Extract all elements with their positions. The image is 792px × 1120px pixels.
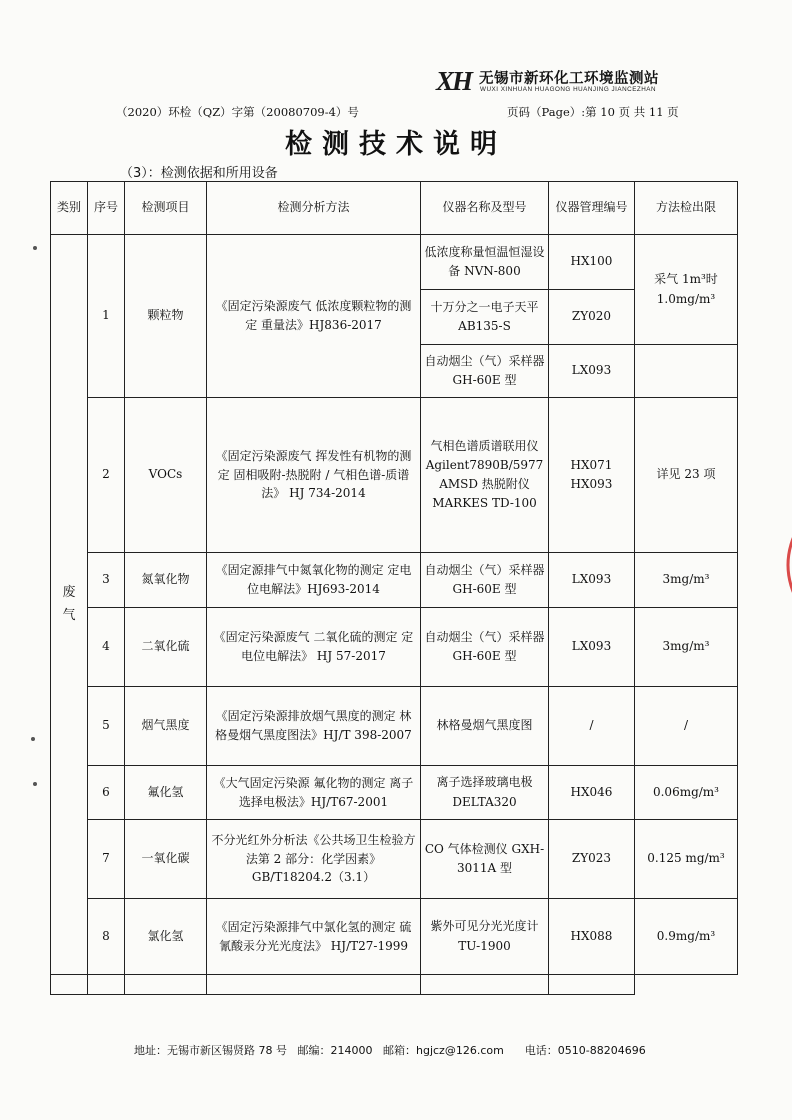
- item-cell: 二氧化硫: [125, 608, 207, 687]
- seq-cell: 4: [88, 608, 125, 687]
- seq-cell: 7: [88, 820, 125, 899]
- method-cell: 《固定源排气中氮氧化物的测定 定电位电解法》HJ693-2014: [207, 553, 421, 608]
- instrument-cell: 林格曼烟气黑度图: [421, 687, 549, 766]
- table-row: [51, 235, 738, 290]
- seq-cell: 2: [88, 398, 125, 553]
- item-cell: VOCs: [125, 398, 207, 553]
- limit-cell: 0.125 mg/m³: [635, 820, 738, 899]
- limit-cell: 0.06mg/m³: [635, 766, 738, 820]
- instrument-cell: 低浓度称量恒温恒湿设备 NVN-800: [421, 235, 549, 290]
- footer-address: 地址：无锡市新区锡贤路 78 号: [134, 1044, 287, 1057]
- method-cell: 《固定污染源排气中氯化氢的测定 硫氰酸汞分光光度法》 HJ/T27-1999: [207, 899, 421, 975]
- logo-english-name: WUXI XINHUAN HUAGONG HUANJING JIANCEZHAN: [480, 86, 657, 93]
- code-cell: LX093: [549, 345, 635, 398]
- instrument-cell: 紫外可见分光光度计 TU-1900: [421, 899, 549, 975]
- item-cell: 一氧化碳: [125, 820, 207, 899]
- table-row: [51, 398, 738, 553]
- logo-mark: XH: [436, 66, 472, 96]
- code-cell: HX071 HX093: [549, 398, 635, 553]
- binding-mark: [31, 737, 35, 741]
- instrument-cell: CO 气体检测仪 GXH-3011A 型: [421, 820, 549, 899]
- seq-cell: 8: [88, 899, 125, 975]
- station-logo: [436, 66, 696, 96]
- item-cell: 氟化氢: [125, 766, 207, 820]
- seq-cell: 1: [88, 235, 125, 398]
- seq-cell: 5: [88, 687, 125, 766]
- document-title: 检测技术说明: [285, 129, 507, 160]
- binding-mark: [33, 246, 37, 250]
- table-row-filler: [51, 975, 738, 995]
- header-limit: 方法检出限: [635, 182, 738, 235]
- method-cell: 不分光红外分析法《公共场卫生检验方法第 2 部分：化学因素》GB/T18204.2（3.1）: [207, 820, 421, 899]
- item-cell: 氮氧化物: [125, 553, 207, 608]
- detection-basis-table: [50, 181, 738, 995]
- binding-mark: [33, 782, 37, 786]
- code-cell: LX093: [549, 553, 635, 608]
- method-cell: 《固定污染源排放烟气黑度的测定 林格曼烟气黑度图法》HJ/T 398-2007: [207, 687, 421, 766]
- seal-stamp-edge: [770, 520, 792, 610]
- code-cell: LX093: [549, 608, 635, 687]
- header-code: 仪器管理编号: [549, 182, 635, 235]
- code-cell: ZY023: [549, 820, 635, 899]
- report-number: （2020）环检（QZ）字第（20080709-4）号: [116, 105, 359, 119]
- item-cell: 氯化氢: [125, 899, 207, 975]
- table-row: [51, 899, 738, 975]
- table-row: [51, 820, 738, 899]
- seq-cell: 3: [88, 553, 125, 608]
- instrument-cell: 自动烟尘（气）采样器 GH-60E 型: [421, 345, 549, 398]
- code-cell: /: [549, 687, 635, 766]
- limit-cell: 3mg/m³: [635, 553, 738, 608]
- header-seq: 序号: [88, 182, 125, 235]
- limit-cell: 0.9mg/m³: [635, 899, 738, 975]
- table-row: [51, 553, 738, 608]
- table-row: [51, 608, 738, 687]
- limit-cell: 采气 1m³时 1.0mg/m³: [635, 235, 738, 345]
- method-cell: 《固定污染源废气 二氧化硫的测定 定电位电解法》 HJ 57-2017: [207, 608, 421, 687]
- category-cell: 废气: [51, 235, 88, 975]
- header-method: 检测分析方法: [207, 182, 421, 235]
- instrument-cell: 离子选择玻璃电极 DELTA320: [421, 766, 549, 820]
- page-number: 页码（Page）:第 10 页 共 11 页: [507, 105, 679, 119]
- header-instrument: 仪器名称及型号: [421, 182, 549, 235]
- limit-cell: 3mg/m³: [635, 608, 738, 687]
- header-item: 检测项目: [125, 182, 207, 235]
- table-row: [51, 766, 738, 820]
- footer-contact: [134, 1042, 646, 1058]
- method-cell: 《固定污染源废气 低浓度颗粒物的测定 重量法》HJ836-2017: [207, 235, 421, 398]
- limit-cell-empty: [635, 345, 738, 398]
- item-cell: 颗粒物: [125, 235, 207, 398]
- method-cell: 《大气固定污染源 氟化物的测定 离子选择电极法》HJ/T67-2001: [207, 766, 421, 820]
- code-cell: HX088: [549, 899, 635, 975]
- instrument-cell: 气相色谱质谱联用仪 Agilent7890B/5977 AMSD 热脱附仪 MARKES TD-100: [421, 398, 549, 553]
- limit-cell: /: [635, 687, 738, 766]
- instrument-cell: 十万分之一电子天平 AB135-S: [421, 290, 549, 345]
- footer-email: 邮箱：hgjcz@126.com: [383, 1044, 504, 1057]
- section-title: （3）：检测依据和所用设备: [120, 166, 278, 181]
- footer-postcode: 邮编：214000: [297, 1044, 373, 1057]
- code-cell: ZY020: [549, 290, 635, 345]
- instrument-cell: 自动烟尘（气）采样器 GH-60E 型: [421, 553, 549, 608]
- footer-phone: 电话：0510-88204696: [524, 1044, 646, 1057]
- table-header-row: [51, 182, 738, 235]
- instrument-cell: 自动烟尘（气）采样器 GH-60E 型: [421, 608, 549, 687]
- seq-cell: 6: [88, 766, 125, 820]
- method-cell: 《固定污染源废气 挥发性有机物的测定 固相吸附-热脱附 / 气相色谱-质谱法》 HJ 734-2014: [207, 398, 421, 553]
- table-row: [51, 687, 738, 766]
- code-cell: HX100: [549, 235, 635, 290]
- item-cell: 烟气黑度: [125, 687, 207, 766]
- header-category: 类别: [51, 182, 88, 235]
- logo-chinese-name: 无锡市新环化工环境监测站: [479, 71, 659, 87]
- code-cell: HX046: [549, 766, 635, 820]
- limit-cell: 详见 23 项: [635, 398, 738, 553]
